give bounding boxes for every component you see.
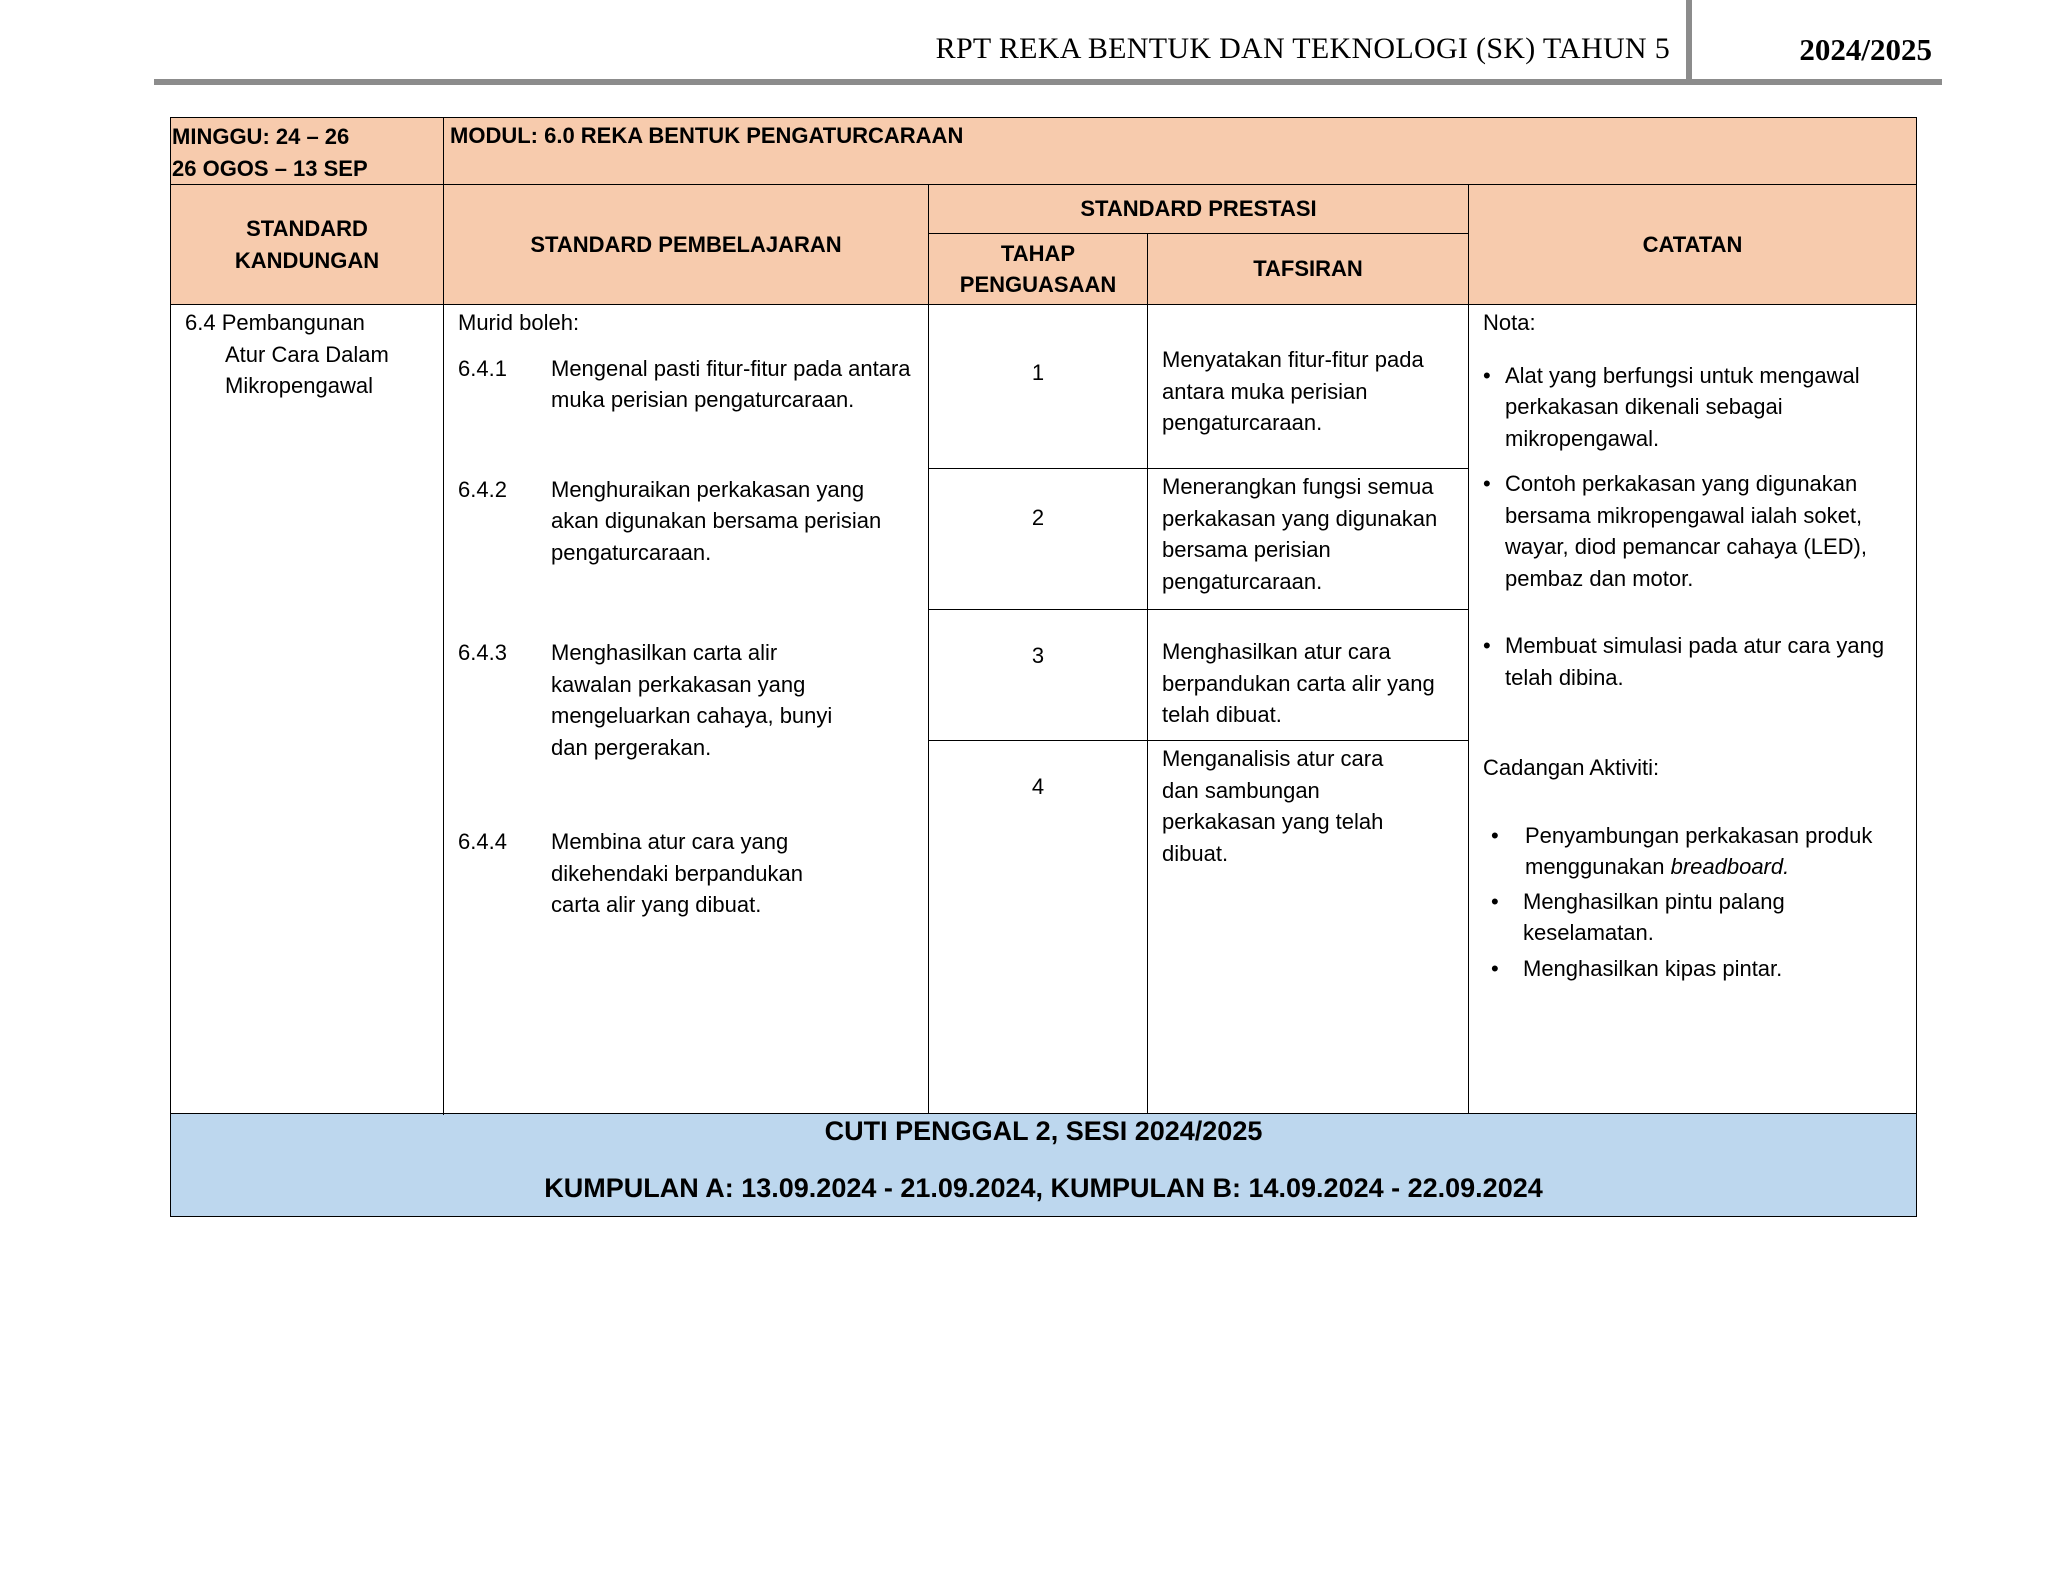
week-label: MINGGU: 24 – 26	[172, 124, 350, 149]
aktiviti-item: • Menghasilkan pintu palang keselamatan.	[1483, 886, 1902, 949]
sp-code: 6.4.4	[458, 829, 507, 854]
holiday-dates: KUMPULAN A: 13.09.2024 - 21.09.2024, KUMPULAN B: 14.09.2024 - 22.09.2024	[544, 1172, 1543, 1203]
nota-item: • Alat yang berfungsi untuk mengawal perkakasan dikenali sebagai mikropengawal.	[1483, 360, 1902, 455]
lesson-plan-table	[170, 117, 1917, 1217]
sp-code: 6.4.1	[458, 355, 507, 381]
tafsiran-cell-1: Menyatakan fitur-fitur pada antara muka perisian pengaturcaraan.	[1148, 305, 1469, 469]
aktiviti-label: Cadangan Aktiviti:	[1483, 755, 1660, 780]
nota-label: Nota:	[1483, 310, 1536, 335]
document-year: 2024/2025	[1799, 32, 1932, 67]
sp-text: Menghasilkan carta alir kawalan perkakasan yang mengeluarkan cahaya, bunyi dan pergerakan.	[551, 640, 833, 760]
sp-text: Mengenal pasti fitur-fitur pada antara muka perisian pengaturcaraan.	[551, 355, 911, 412]
header-rule	[154, 79, 1942, 85]
sk-line-2: Atur Cara Dalam	[225, 341, 389, 367]
aktiviti-item: • Penyambungan perkakasan produk menggunakan breadboard.	[1483, 820, 1902, 883]
bullet-icon: •	[1483, 633, 1491, 658]
level-cell-2: 2	[929, 469, 1148, 610]
header-divider	[1686, 0, 1692, 82]
tafsiran-cell-2: Menerangkan fungsi semua perkakasan yang digunakan bersama perisian pengaturcaraan.	[1148, 469, 1469, 610]
document-title: RPT REKA BENTUK DAN TEKNOLOGI (SK) TAHUN 5	[935, 32, 1670, 65]
header-tahap-penguasaan: TAHAP PENGUASAAN	[929, 234, 1148, 305]
header-tafsiran: TAFSIRAN	[1148, 234, 1469, 305]
sp-code: 6.4.2	[458, 476, 507, 502]
header-standard-pembelajaran: STANDARD PEMBELAJARAN	[444, 185, 929, 305]
date-range-label: 26 OGOS – 13 SEP	[172, 155, 368, 181]
module-label: MODUL: 6.0 REKA BENTUK PENGATURCARAAN	[450, 123, 964, 148]
bullet-icon: •	[1491, 955, 1499, 981]
sp-text: Membina atur cara yang dikehendaki berpandukan carta alir yang dibuat.	[551, 829, 803, 917]
header-standard-prestasi: STANDARD PRESTASI	[929, 185, 1469, 234]
sp-text: Menghuraikan perkakasan yang akan digunakan bersama perisian pengaturcaraan.	[551, 476, 882, 565]
nota-item: • Contoh perkakasan yang digunakan bersama mikropengawal ialah soket, wayar, diod pemancar cahaya (LED), pembaz dan motor.	[1483, 468, 1902, 594]
header-catatan: CATATAN	[1469, 185, 1917, 305]
level-cell-1: 1	[929, 305, 1148, 469]
tafsiran-cell-3: Menghasilkan atur cara berpandukan carta alir yang telah dibuat.	[1148, 610, 1469, 741]
level-cell-3: 3	[929, 610, 1148, 741]
sp-code: 6.4.3	[458, 640, 507, 665]
bullet-icon: •	[1491, 822, 1499, 848]
bullet-icon: •	[1483, 471, 1491, 496]
module-cell	[444, 118, 1917, 185]
holiday-title: CUTI PENGGAL 2, SESI 2024/2025	[824, 1116, 1263, 1146]
standard-pembelajaran-cell	[444, 305, 929, 1114]
catatan-cell	[1469, 305, 1917, 1114]
sp-item	[458, 826, 914, 921]
week-cell	[171, 118, 444, 185]
holiday-banner	[171, 1114, 1917, 1217]
tafsiran-cell-4: Menganalisis atur cara dan sambungan perkakasan yang telah dibuat.	[1148, 741, 1469, 1114]
nota-list	[1483, 360, 1902, 694]
sp-item	[458, 637, 914, 763]
header-standard-kandungan: STANDARD KANDUNGAN	[171, 185, 444, 305]
bullet-icon: •	[1491, 888, 1499, 914]
standard-kandungan-cell	[171, 305, 444, 1114]
nota-item: • Membuat simulasi pada atur cara yang telah dibina.	[1483, 630, 1902, 693]
sp-item	[458, 474, 914, 569]
aktiviti-list	[1483, 820, 1902, 985]
level-cell-4: 4	[929, 741, 1148, 1114]
aktiviti-item: • Menghasilkan kipas pintar.	[1483, 953, 1902, 985]
sk-line-1: 6.4 Pembangunan	[185, 310, 365, 335]
sp-item	[458, 353, 914, 416]
bullet-icon: •	[1483, 362, 1491, 388]
sk-line-3: Mikropengawal	[225, 373, 373, 398]
sp-intro: Murid boleh:	[458, 310, 580, 335]
